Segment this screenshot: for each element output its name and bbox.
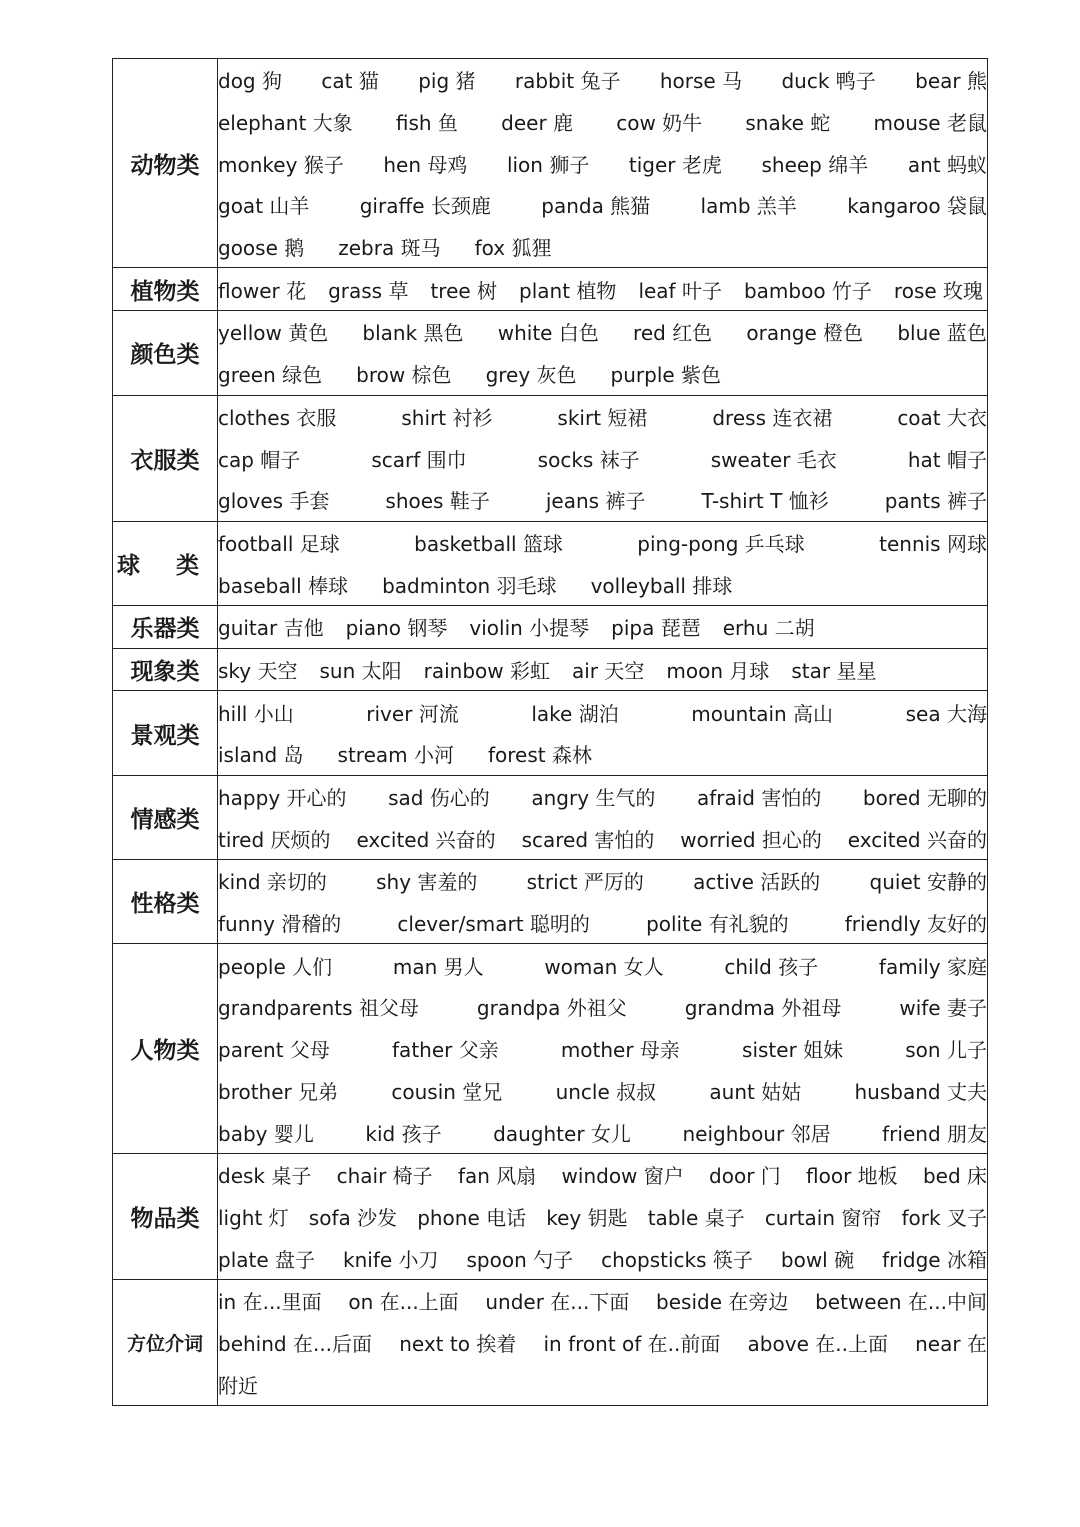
word-entry: happy 开心的 [218, 786, 347, 811]
word-entry: window 窗户 [561, 1164, 684, 1189]
word-entry: socks 袜子 [537, 447, 640, 472]
word-entry: moon 月球 [666, 658, 770, 683]
word-line [218, 1154, 987, 1196]
word-entry: key 钥匙 [546, 1205, 628, 1230]
word-entry: family 家庭 [878, 954, 987, 979]
word-entry: tiger 老虎 [628, 152, 722, 177]
word-line [218, 522, 987, 564]
word-entry: spoon 勺子 [466, 1247, 574, 1272]
word-entry: beside 在旁边 [656, 1290, 789, 1315]
word-entry: father 父亲 [392, 1038, 499, 1063]
word-line [218, 902, 987, 944]
word-entry: cat 猫 [321, 69, 379, 94]
word-entry: grey 灰色 [485, 363, 577, 388]
word-entry: shoes 鞋子 [385, 489, 490, 514]
word-entry: friend 朋友 [882, 1121, 987, 1146]
category-row [113, 648, 988, 691]
word-entry: horse 马 [659, 69, 743, 94]
word-entry: shirt 衬衫 [401, 405, 493, 430]
word-entry: leaf 叶子 [638, 278, 722, 303]
word-line [218, 691, 987, 733]
word-entry: blank 黑色 [362, 321, 464, 346]
word-entry: under 在...下面 [485, 1290, 630, 1315]
word-list [218, 395, 988, 521]
category-row [113, 944, 988, 1153]
word-entry: knife 小刀 [343, 1247, 439, 1272]
category-row [113, 521, 988, 605]
word-entry: pig 猪 [418, 69, 476, 94]
word-line [218, 776, 987, 818]
word-line [218, 649, 987, 691]
word-entry: in 在...里面 [218, 1290, 322, 1315]
category-label: 动物类 [113, 59, 218, 268]
word-entry: polite 有礼貌的 [646, 912, 789, 937]
word-entry: violin 小提琴 [469, 616, 590, 641]
word-entry: hen 母鸡 [383, 152, 468, 177]
word-entry: neighbour 邻居 [682, 1121, 831, 1146]
word-line [218, 396, 987, 438]
category-row [113, 1153, 988, 1279]
word-entry: kid 孩子 [365, 1121, 442, 1146]
word-entry: mother 母亲 [560, 1038, 680, 1063]
word-entry: desk 桌子 [218, 1164, 312, 1189]
word-entry: people 人们 [218, 954, 333, 979]
word-list [218, 648, 988, 691]
word-entry: husband 丈夫 [854, 1079, 987, 1104]
word-entry: door 门 [709, 1164, 781, 1189]
word-entry: badminton 羽毛球 [382, 573, 557, 598]
word-entry: sad 伤心的 [388, 786, 490, 811]
category-label: 乐器类 [113, 605, 218, 648]
word-entry: snake 蛇 [745, 111, 831, 136]
category-row [113, 691, 988, 775]
word-entry: behind 在...后面 [218, 1331, 373, 1356]
word-entry: pants 裤子 [884, 489, 987, 514]
word-line [218, 1196, 987, 1238]
word-entry: curtain 窗帘 [764, 1205, 882, 1230]
word-entry: pipa 琵琶 [611, 616, 701, 641]
word-line [218, 437, 987, 479]
word-entry: child 孩子 [724, 954, 819, 979]
word-entry: cousin 堂兄 [391, 1079, 503, 1104]
word-entry: piano 钢琴 [345, 616, 448, 641]
category-row [113, 775, 988, 859]
word-entry: white 白色 [497, 321, 599, 346]
word-line [218, 1237, 987, 1279]
word-entry: 附近 [218, 1373, 258, 1398]
word-entry: phone 电话 [417, 1205, 527, 1230]
word-list [218, 521, 988, 605]
word-entry: goat 山羊 [218, 194, 310, 219]
word-entry: plant 植物 [519, 278, 617, 303]
word-entry: purple 紫色 [610, 363, 722, 388]
word-line [218, 1322, 987, 1364]
word-entry: chopsticks 筷子 [601, 1247, 753, 1272]
word-entry: deer 鹿 [501, 111, 574, 136]
word-entry: dog 狗 [218, 69, 282, 94]
page-curl [780, 1387, 1080, 1527]
word-entry: guitar 吉他 [218, 616, 324, 641]
word-entry: T-shirt T 恤衫 [701, 489, 829, 514]
word-entry: fox 狐狸 [474, 236, 552, 261]
word-entry: erhu 二胡 [722, 616, 815, 641]
word-entry: lake 湖泊 [531, 701, 619, 726]
word-entry: fork 叉子 [901, 1205, 987, 1230]
category-row [113, 268, 988, 311]
word-entry: volleyball 排球 [590, 573, 733, 598]
word-entry: ant 蚂蚁 [907, 152, 987, 177]
category-label: 球 类 [113, 521, 218, 605]
word-list [218, 268, 988, 311]
word-entry: rose 玫瑰 [893, 278, 984, 303]
word-entry: hat 帽子 [907, 447, 987, 472]
word-entry: sister 姐妹 [742, 1038, 844, 1063]
word-line [218, 268, 987, 310]
word-entry: floor 地板 [806, 1164, 898, 1189]
word-line [218, 986, 987, 1028]
category-row [113, 860, 988, 944]
word-entry: cow 奶牛 [616, 111, 703, 136]
word-entry: active 活跃的 [693, 870, 821, 895]
word-entry: fan 风扇 [457, 1164, 537, 1189]
word-entry: funny 滑稽的 [218, 912, 342, 937]
word-entry: chair 椅子 [336, 1164, 433, 1189]
word-entry: monkey 猴子 [218, 152, 344, 177]
word-line [218, 563, 987, 605]
word-entry: tired 厌烦的 [218, 827, 331, 852]
word-entry: river 河流 [366, 701, 459, 726]
word-entry: yellow 黄色 [218, 321, 329, 346]
word-entry: grandpa 外祖父 [476, 996, 627, 1021]
word-entry: on 在...上面 [348, 1290, 459, 1315]
word-entry: blue 蓝色 [897, 321, 987, 346]
word-entry: sky 天空 [218, 658, 298, 683]
word-entry: light 灯 [218, 1205, 289, 1230]
word-entry: kind 亲切的 [218, 870, 327, 895]
word-entry: fridge 冰箱 [882, 1247, 987, 1272]
category-label: 物品类 [113, 1153, 218, 1279]
word-line [218, 142, 987, 184]
word-line [218, 184, 987, 226]
word-entry: basketball 篮球 [414, 531, 563, 556]
word-entry: scared 害怕的 [521, 827, 655, 852]
word-list [218, 1153, 988, 1279]
word-entry: bed 床 [922, 1164, 987, 1189]
word-line [218, 1028, 987, 1070]
word-entry: hill 小山 [218, 701, 294, 726]
word-line [218, 606, 987, 648]
word-line [218, 1070, 987, 1112]
word-entry: elephant 大象 [218, 111, 353, 136]
word-entry: jeans 裤子 [545, 489, 646, 514]
word-entry: lion 狮子 [506, 152, 590, 177]
word-entry: goose 鹅 [218, 236, 305, 261]
word-entry: scarf 围巾 [371, 447, 467, 472]
word-line [218, 860, 987, 902]
word-entry: rabbit 兔子 [514, 69, 621, 94]
word-entry: sofa 沙发 [308, 1205, 398, 1230]
word-entry: friendly 友好的 [844, 912, 987, 937]
word-entry: near 在 [915, 1331, 987, 1356]
word-entry: tree 树 [430, 278, 498, 303]
word-entry: stream 小河 [337, 743, 454, 768]
word-entry: quiet 安静的 [869, 870, 987, 895]
word-entry: panda 熊猫 [541, 194, 651, 219]
word-entry: kangaroo 袋鼠 [847, 194, 987, 219]
word-entry: gloves 手套 [218, 489, 330, 514]
word-line [218, 59, 987, 101]
word-entry: uncle 叔叔 [555, 1079, 657, 1104]
word-entry: strict 严厉的 [526, 870, 644, 895]
word-entry: table 桌子 [647, 1205, 745, 1230]
word-entry: plate 盘子 [218, 1247, 316, 1272]
vocabulary-table-body [113, 59, 988, 1406]
word-entry: sheep 绵羊 [761, 152, 869, 177]
word-entry: green 绿色 [218, 363, 323, 388]
word-entry: star 星星 [791, 658, 877, 683]
word-entry: baby 婴儿 [218, 1121, 314, 1146]
category-label: 方位介词 [113, 1279, 218, 1405]
word-line [218, 817, 987, 859]
word-line [218, 101, 987, 143]
word-entry: zebra 斑马 [338, 236, 441, 261]
word-entry: mouse 老鼠 [873, 111, 987, 136]
category-label: 现象类 [113, 648, 218, 691]
word-entry: giraffe 长颈鹿 [359, 194, 491, 219]
word-entry: between 在...中间 [815, 1290, 987, 1315]
word-entry: next to 挨着 [399, 1331, 517, 1356]
word-entry: grandma 外祖母 [684, 996, 842, 1021]
word-line [218, 733, 987, 775]
word-entry: lamb 羔羊 [700, 194, 797, 219]
word-entry: sun 太阳 [319, 658, 402, 683]
word-entry: woman 女人 [544, 954, 664, 979]
category-label: 植物类 [113, 268, 218, 311]
category-row [113, 605, 988, 648]
word-entry: baseball 棒球 [218, 573, 349, 598]
word-entry: aunt 姑姑 [709, 1079, 802, 1104]
word-entry: coat 大衣 [897, 405, 987, 430]
word-entry: tennis 网球 [879, 531, 987, 556]
word-entry: excited 兴奋的 [356, 827, 496, 852]
word-line [218, 1280, 987, 1322]
word-entry: forest 森林 [487, 743, 592, 768]
category-label: 性格类 [113, 860, 218, 944]
word-line [218, 1111, 987, 1153]
word-entry: fish 鱼 [395, 111, 458, 136]
word-line [218, 311, 987, 353]
word-entry: island 岛 [218, 743, 304, 768]
word-entry: air 天空 [571, 658, 645, 683]
word-entry: in front of 在..前面 [543, 1331, 721, 1356]
word-entry: cap 帽子 [218, 447, 301, 472]
word-entry: rainbow 彩虹 [423, 658, 550, 683]
category-row [113, 311, 988, 395]
category-row [113, 395, 988, 521]
word-entry: brow 棕色 [356, 363, 452, 388]
word-entry: afraid 害怕的 [696, 786, 822, 811]
word-list [218, 775, 988, 859]
word-list [218, 691, 988, 775]
word-entry: bored 无聊的 [862, 786, 987, 811]
word-entry: shy 害羞的 [376, 870, 478, 895]
word-entry: duck 鸭子 [781, 69, 876, 94]
word-line [218, 944, 987, 986]
word-entry: brother 兄弟 [218, 1079, 339, 1104]
word-entry: flower 花 [218, 278, 307, 303]
word-list [218, 605, 988, 648]
category-label: 人物类 [113, 944, 218, 1153]
word-entry: football 足球 [218, 531, 340, 556]
word-entry: bear 熊 [915, 69, 987, 94]
word-entry: wife 妻子 [899, 996, 987, 1021]
word-line [218, 226, 987, 268]
word-entry: parent 父母 [218, 1038, 330, 1063]
category-row [113, 59, 988, 268]
word-entry: angry 生气的 [531, 786, 656, 811]
word-entry: son 儿子 [905, 1038, 987, 1063]
word-entry: excited 兴奋的 [847, 827, 987, 852]
word-entry: worried 担心的 [680, 827, 822, 852]
word-list [218, 860, 988, 944]
word-entry: bowl 碗 [780, 1247, 855, 1272]
word-entry: grandparents 祖父母 [218, 996, 419, 1021]
word-entry: man 男人 [392, 954, 484, 979]
word-entry: bamboo 竹子 [743, 278, 872, 303]
word-entry: above 在..上面 [747, 1331, 888, 1356]
word-list [218, 59, 988, 268]
word-entry: skirt 短裙 [557, 405, 648, 430]
word-line [218, 479, 987, 521]
word-list [218, 311, 988, 395]
category-label: 景观类 [113, 691, 218, 775]
word-entry: sweater 毛衣 [710, 447, 837, 472]
word-list [218, 944, 988, 1153]
category-label: 颜色类 [113, 311, 218, 395]
word-entry: sea 大海 [905, 701, 987, 726]
word-entry: dress 连衣裙 [712, 405, 833, 430]
word-entry: grass 草 [328, 278, 409, 303]
category-label: 情感类 [113, 775, 218, 859]
vocabulary-table [112, 58, 988, 1406]
word-entry: red 红色 [633, 321, 713, 346]
word-entry: orange 橙色 [746, 321, 864, 346]
word-entry: daughter 女儿 [493, 1121, 631, 1146]
category-label: 衣服类 [113, 395, 218, 521]
word-entry: ping-pong 乒乓球 [637, 531, 805, 556]
word-entry: clever/smart 聪明的 [397, 912, 590, 937]
word-line [218, 353, 987, 395]
word-entry: mountain 高山 [691, 701, 834, 726]
word-entry: clothes 衣服 [218, 405, 337, 430]
